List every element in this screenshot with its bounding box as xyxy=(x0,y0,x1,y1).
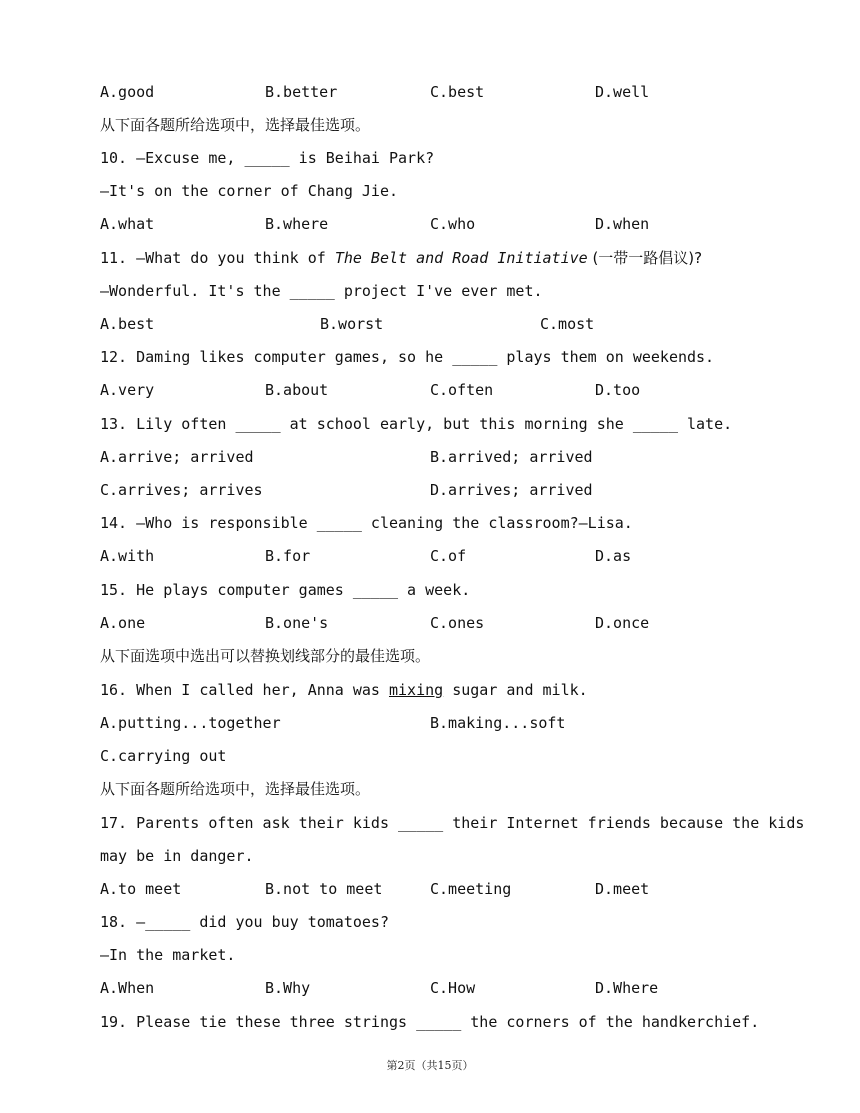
q18-option-a[interactable]: A.When xyxy=(100,979,155,997)
q11-prefix: 11. —What do you think of xyxy=(100,249,335,267)
q14-question: 14. —Who is responsible _____ cleaning the classroom?—Lisa. xyxy=(100,514,633,532)
q16-option-b[interactable]: B.making...soft xyxy=(430,714,566,732)
q17-option-d[interactable]: D.meet xyxy=(595,880,650,898)
q10-option-b[interactable]: B.where xyxy=(265,215,329,233)
q12-option-a[interactable]: A.very xyxy=(100,381,155,399)
q18-option-c[interactable]: C.How xyxy=(430,979,476,997)
q17-option-a[interactable]: A.to meet xyxy=(100,880,182,898)
q18-option-b[interactable]: B.Why xyxy=(265,979,311,997)
q9-option-d[interactable]: D.well xyxy=(595,83,650,101)
q18-option-d[interactable]: D.Where xyxy=(595,979,659,997)
q14-option-a[interactable]: A.with xyxy=(100,547,155,565)
q9-option-c[interactable]: C.best xyxy=(430,83,485,101)
q10-answer-line: —It's on the corner of Chang Jie. xyxy=(100,182,399,200)
q12-question: 12. Daming likes computer games, so he _____ plays them on weekends. xyxy=(100,348,715,366)
q16-suffix: sugar and milk. xyxy=(443,681,588,699)
q12-option-d[interactable]: D.too xyxy=(595,381,641,399)
q17-question: 17. Parents often ask their kids _____ their Internet friends because the kids xyxy=(100,814,805,832)
q17-option-b[interactable]: B.not to meet xyxy=(265,880,383,898)
page-footer: 第2页（共15页） xyxy=(386,1059,474,1072)
q14-option-b[interactable]: B.for xyxy=(265,547,311,565)
q9-option-a[interactable]: A.good xyxy=(100,83,155,101)
q13-option-b[interactable]: B.arrived; arrived xyxy=(430,448,593,466)
q16-option-c[interactable]: C.carrying out xyxy=(100,747,227,765)
q15-option-c[interactable]: C.ones xyxy=(430,614,485,632)
q15-option-b[interactable]: B.one's xyxy=(265,614,329,632)
q18-question: 18. —_____ did you buy tomatoes? xyxy=(100,913,389,931)
q11-answer-line: —Wonderful. It's the _____ project I've ever met. xyxy=(100,282,543,300)
q16-question xyxy=(100,680,588,700)
q16-prefix: 16. When I called her, Anna was xyxy=(100,681,389,699)
q16-option-a[interactable]: A.putting...together xyxy=(100,714,281,732)
q10-option-a[interactable]: A.what xyxy=(100,215,155,233)
q10-option-c[interactable]: C.who xyxy=(430,215,476,233)
q10-question: 10. —Excuse me, _____ is Beihai Park? xyxy=(100,149,435,167)
q16-underlined-word: mixing xyxy=(388,681,444,699)
q15-option-d[interactable]: D.once xyxy=(595,614,650,632)
q11-option-b[interactable]: B.worst xyxy=(320,315,384,333)
q10-option-d[interactable]: D.when xyxy=(595,215,650,233)
q11-option-a[interactable]: A.best xyxy=(100,315,155,333)
q19-question: 19. Please tie these three strings _____ the corners of the handkerchief. xyxy=(100,1013,760,1031)
q13-option-a[interactable]: A.arrive; arrived xyxy=(100,448,254,466)
q11-title: The Belt and Road Initiative xyxy=(334,249,588,267)
q11-option-c[interactable]: C.most xyxy=(540,315,595,333)
q11-suffix: (一带一路倡议)? xyxy=(587,249,703,267)
section-instruction: 从下面各题所给选项中，选择最佳选项。 xyxy=(100,780,371,798)
section-instruction: 从下面各题所给选项中，选择最佳选项。 xyxy=(100,116,371,134)
q15-option-a[interactable]: A.one xyxy=(100,614,146,632)
q17-question-cont: may be in danger. xyxy=(100,847,254,865)
q9-option-b[interactable]: B.better xyxy=(265,83,338,101)
q17-option-c[interactable]: C.meeting xyxy=(430,880,512,898)
q12-option-b[interactable]: B.about xyxy=(265,381,329,399)
q13-option-d[interactable]: D.arrives; arrived xyxy=(430,481,593,499)
q11-question xyxy=(100,248,702,268)
q13-question: 13. Lily often _____ at school early, but this morning she _____ late. xyxy=(100,415,733,433)
q15-question: 15. He plays computer games _____ a week. xyxy=(100,581,471,599)
q14-option-c[interactable]: C.of xyxy=(430,547,467,565)
q13-option-c[interactable]: C.arrives; arrives xyxy=(100,481,263,499)
section-instruction: 从下面选项中选出可以替换划线部分的最佳选项。 xyxy=(100,647,431,665)
q12-option-c[interactable]: C.often xyxy=(430,381,494,399)
q18-answer-line: —In the market. xyxy=(100,946,236,964)
q14-option-d[interactable]: D.as xyxy=(595,547,632,565)
